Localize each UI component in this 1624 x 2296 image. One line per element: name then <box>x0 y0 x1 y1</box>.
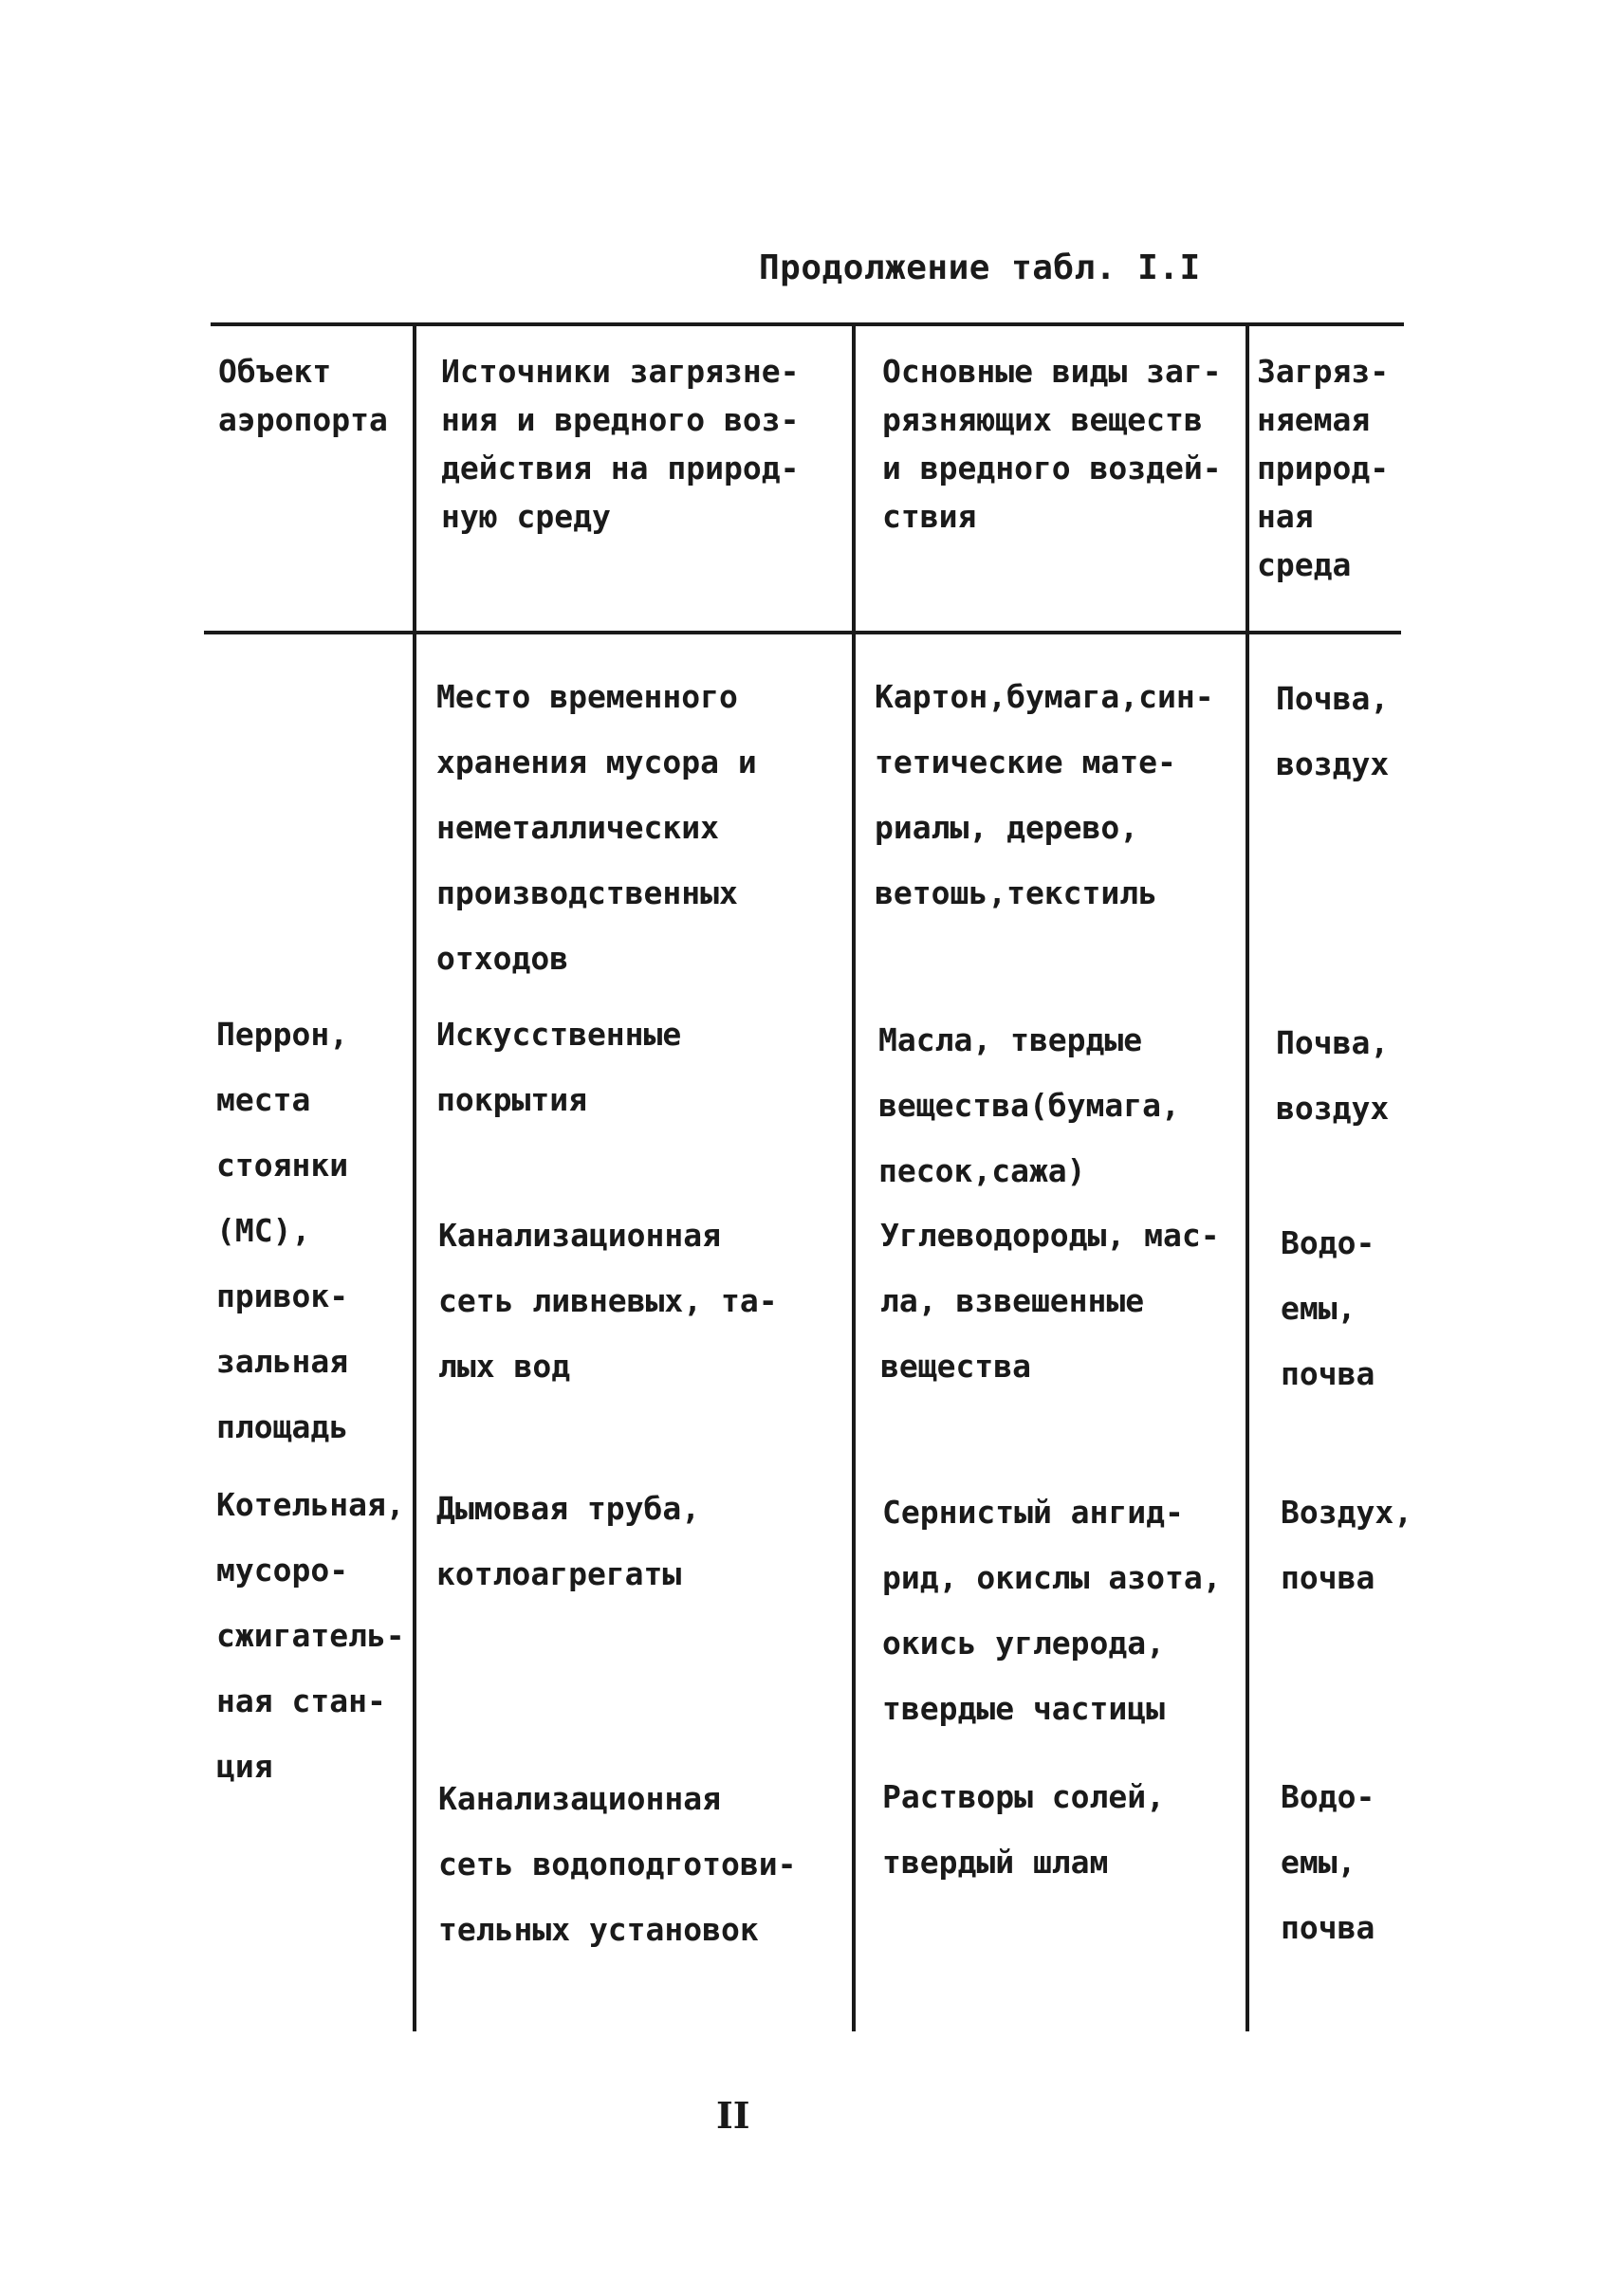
row-5-pollutants: Растворы солей, твердый шлам <box>882 1778 1166 1881</box>
row-3-source: Канализационная сеть ливневых, та- лых вод <box>438 1217 778 1385</box>
table-caption: Продолжение табл. I.I <box>759 248 1201 287</box>
column-divider-2 <box>852 324 856 2031</box>
header-sources: Источники загрязне- ния и вредного воз- действия на природ- ную среду <box>441 353 800 535</box>
row-4-object: Котельная, мусоро- сжигатель- ная стан- ция <box>216 1486 405 1785</box>
header-medium: Загряз- няемая природ- ная среда <box>1257 353 1390 583</box>
header-pollutants: Основные виды заг- рязняющих веществ и вредного воздей- ствия <box>882 353 1222 535</box>
page-number: II <box>716 2094 750 2137</box>
row-4-medium: Воздух, почва <box>1281 1494 1413 1596</box>
row-3-medium: Водо- емы, почва <box>1281 1224 1375 1392</box>
row-1-medium: Почва, воздух <box>1276 680 1390 782</box>
row-3-pollutants: Углеводороды, мас- ла, взвешенные вещества <box>880 1217 1220 1385</box>
header-bottom-rule <box>204 631 1401 634</box>
column-divider-3 <box>1246 324 1249 2031</box>
row-5-medium: Водо- емы, почва <box>1281 1778 1375 1946</box>
header-object: Объект аэропорта <box>218 353 388 438</box>
row-2-medium: Почва, воздух <box>1276 1024 1390 1127</box>
table-top-rule <box>211 322 1404 326</box>
row-2-object: Перрон, места стоянки (МС), привок- зальная площадь <box>216 1016 349 1445</box>
row-2-source: Искусственные покрытия <box>436 1016 682 1118</box>
row-2-pollutants: Масла, твердые вещества(бумага, песок,сажа) <box>878 1021 1180 1189</box>
row-1-source: Место временного хранения мусора и неметаллических производственных отходов <box>436 678 757 977</box>
row-4-source: Дымовая труба, котлоагрегаты <box>436 1490 701 1592</box>
row-4-pollutants: Сернистый ангид- рид, окислы азота, окись углерода, твердые частицы <box>882 1494 1222 1727</box>
row-5-source: Канализационная сеть водоподготови- тельных установок <box>438 1780 797 1948</box>
column-divider-1 <box>413 324 416 2031</box>
row-1-pollutants: Картон,бумага,син- тетические мате- риалы, дерево, ветошь,текстиль <box>875 678 1214 911</box>
